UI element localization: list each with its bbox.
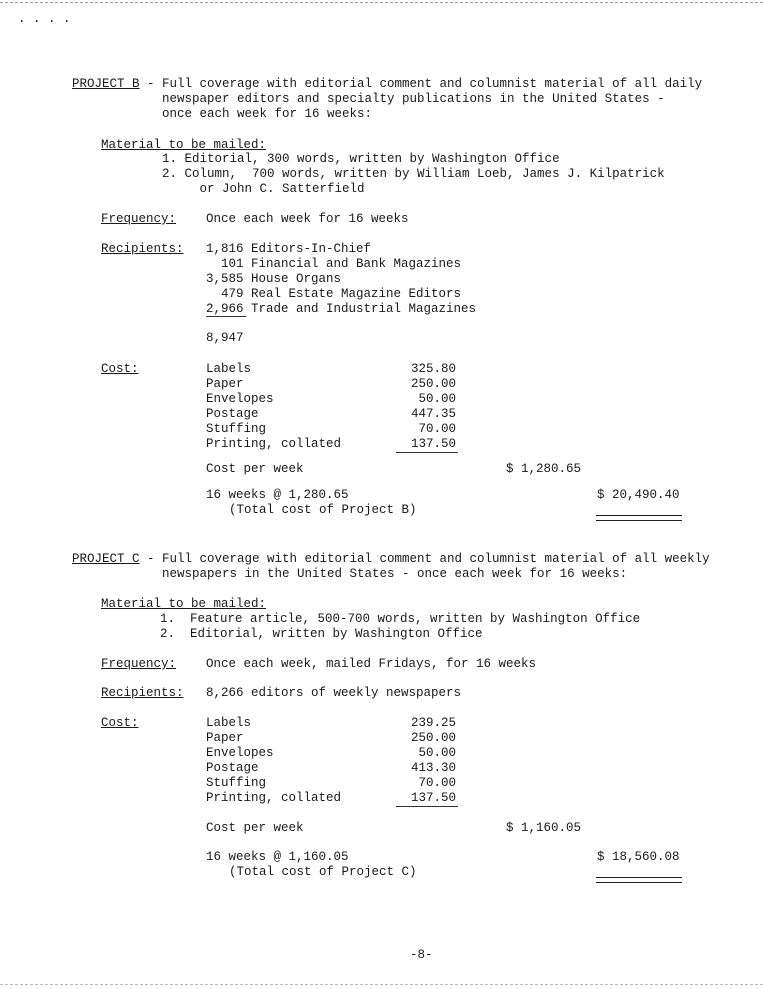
project-c-frequency-value: Once each week, mailed Fridays, for 16 weeks: [206, 657, 537, 671]
project-b-recipient: 1,816 Editors-In-Chief: [206, 242, 372, 256]
corner-marks: . . . .: [18, 12, 71, 26]
project-c-cost-item-amount: 70.00: [418, 776, 456, 790]
project-c-cost-item-amount: 239.25: [410, 716, 456, 730]
project-b-weeks-line: 16 weeks @ 1,280.65: [206, 488, 349, 502]
bottom-scan-edge: [0, 984, 763, 985]
project-c-cost-item-name: Envelopes: [206, 746, 274, 760]
project-b-recipient: 101 Financial and Bank Magazines: [206, 257, 462, 271]
project-c-cost-item-amount: 50.00: [418, 746, 456, 760]
project-b-total-double-rule: [596, 515, 682, 521]
project-b-recipient: 2,966 Trade and Industrial Magazines: [206, 302, 477, 316]
project-b-total-label: (Total cost of Project B): [229, 503, 417, 517]
project-b-cost-item-name: Stuffing: [206, 422, 267, 436]
project-c-cost-item-amount: 413.30: [410, 761, 456, 775]
project-b-cost-item-name: Printing, collated: [206, 437, 342, 451]
project-c-cost-item-name: Paper: [206, 731, 244, 745]
project-b-recipients-total: 8,947: [206, 331, 244, 345]
project-b-recipient: 479 Real Estate Magazine Editors: [206, 287, 462, 301]
project-b-cost-per-week: $ 1,280.65: [506, 462, 582, 476]
project-b-cost-item-name: Postage: [206, 407, 259, 421]
project-c-cost-item-name: Labels: [206, 716, 252, 730]
project-b-material-item: or John C. Satterfield: [162, 182, 365, 196]
top-scan-edge: [0, 2, 763, 3]
project-c-desc-line: Full coverage with editorial comment and columnist material of all weekly: [162, 552, 710, 566]
project-c-cost-item-amount: 137.50: [410, 791, 456, 805]
project-c-cost-per-week-label: Cost per week: [206, 821, 304, 835]
project-b-recipients-label: Recipients:: [101, 242, 184, 256]
project-c-desc-line: newspapers in the United States - once each week for 16 weeks:: [162, 567, 628, 581]
project-b-desc-line: once each week for 16 weeks:: [162, 107, 373, 121]
project-c-label: PROJECT C: [72, 552, 140, 566]
project-c-weeks-line: 16 weeks @ 1,160.05: [206, 850, 349, 864]
project-b-total: $ 20,490.40: [597, 488, 680, 502]
project-c-material-label: Material to be mailed:: [101, 597, 267, 611]
project-c-cost-item-amount: 250.00: [410, 731, 456, 745]
project-b-cost-item-amount: 325.80: [410, 362, 456, 376]
project-c-total: $ 18,560.08: [597, 850, 680, 864]
project-b-recipient: 3,585 House Organs: [206, 272, 342, 286]
project-b-cost-item-name: Envelopes: [206, 392, 274, 406]
project-b-material-item: 1. Editorial, 300 words, written by Washington Office: [162, 152, 560, 166]
project-b-material-item: 2. Column, 700 words, written by William Loeb, James J. Kilpatrick: [162, 167, 665, 181]
project-c-frequency-label: Frequency:: [101, 657, 177, 671]
project-c-cost-label: Cost:: [101, 716, 139, 730]
project-b-frequency-value: Once each week for 16 weeks: [206, 212, 409, 226]
project-c-total-double-rule: [596, 877, 682, 883]
project-c-recipients-label: Recipients:: [101, 686, 184, 700]
project-c-cost-item-name: Postage: [206, 761, 259, 775]
project-b-desc-line: Full coverage with editorial comment and columnist material of all daily: [162, 77, 703, 91]
project-c-dash: -: [147, 552, 155, 566]
project-b-label: PROJECT B: [72, 77, 140, 91]
project-b-cost-item-name: Labels: [206, 362, 252, 376]
project-b-frequency-label: Frequency:: [101, 212, 177, 226]
project-b-cost-item-amount: 447.35: [410, 407, 456, 421]
project-b-cost-item-amount: 50.00: [418, 392, 456, 406]
project-c-cost-per-week: $ 1,160.05: [506, 821, 582, 835]
recipients-subtotal-rule: [206, 316, 246, 317]
project-c-cost-item-name: Printing, collated: [206, 791, 342, 805]
project-b-cost-per-week-label: Cost per week: [206, 462, 304, 476]
project-b-material-label: Material to be mailed:: [101, 138, 267, 152]
page-number: -8-: [410, 948, 433, 962]
project-c-material-item: 2. Editorial, written by Washington Office: [160, 627, 483, 641]
project-c-material-item: 1. Feature article, 500-700 words, written by Washington Office: [160, 612, 641, 626]
project-b-dash: -: [147, 77, 155, 91]
project-b-desc-line: newspaper editors and specialty publications in the United States -: [162, 92, 665, 106]
project-b-cost-item-name: Paper: [206, 377, 244, 391]
cost-subtotal-rule: [396, 452, 458, 453]
project-b-cost-label: Cost:: [101, 362, 139, 376]
project-b-cost-item-amount: 137.50: [410, 437, 456, 451]
project-c-total-label: (Total cost of Project C): [229, 865, 417, 879]
project-b-cost-item-amount: 250.00: [410, 377, 456, 391]
project-c-recipients-value: 8,266 editors of weekly newspapers: [206, 686, 462, 700]
cost-subtotal-rule: [396, 806, 458, 807]
project-b-cost-item-amount: 70.00: [418, 422, 456, 436]
project-c-cost-item-name: Stuffing: [206, 776, 267, 790]
